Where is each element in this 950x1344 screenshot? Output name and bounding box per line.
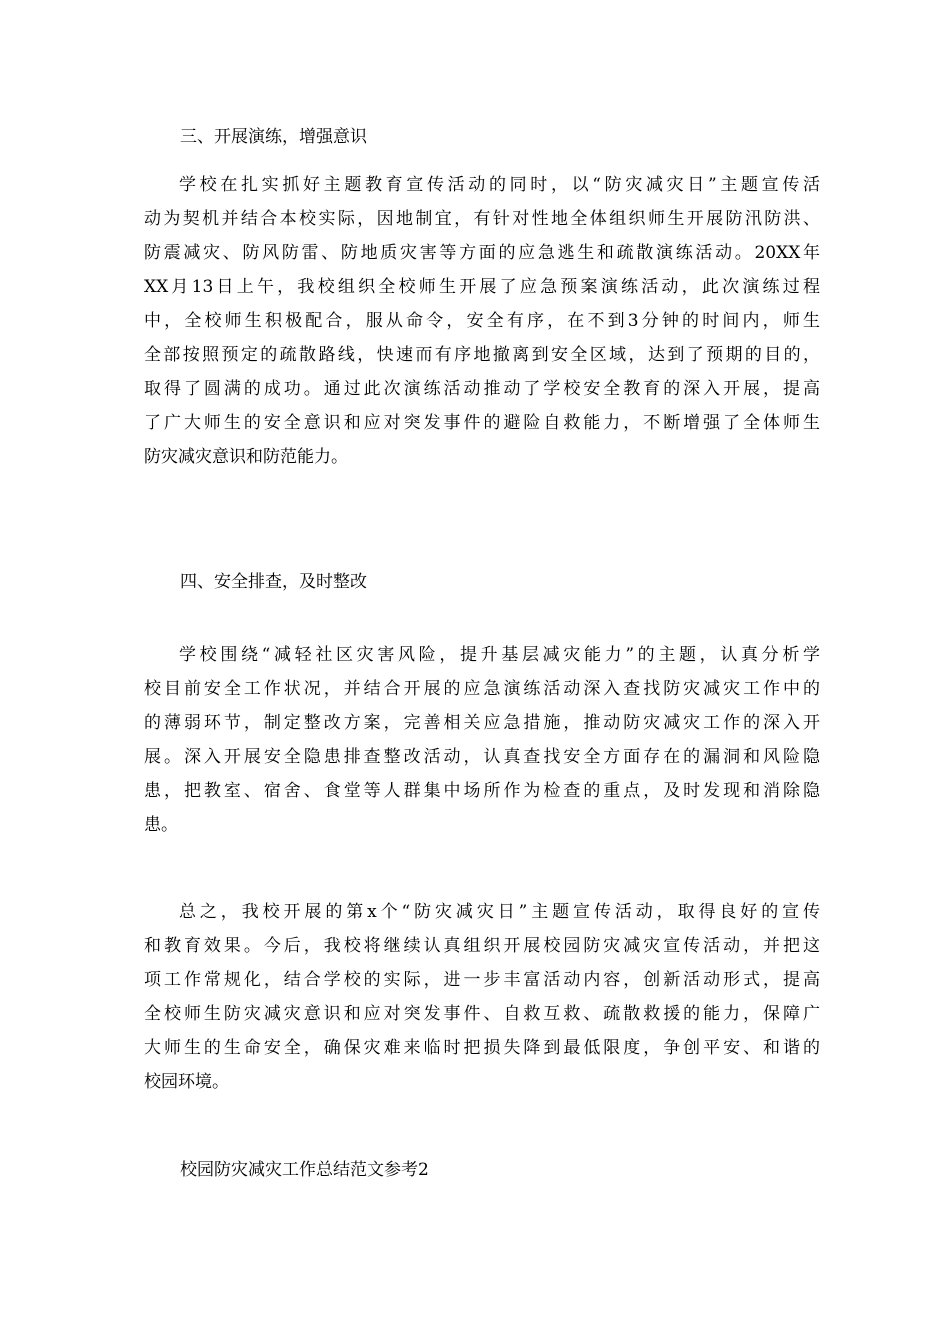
paragraph-summary: [144, 895, 820, 1099]
paragraph-line: 全部按照预定的疏散路线，快速而有序地撤离到安全区域，达到了预期的目的，: [144, 345, 820, 365]
paragraph-line: 展。深入开展安全隐患排查整改活动，认真查找安全方面存在的漏洞和风险隐: [144, 747, 820, 767]
paragraph-line: 防灾减灾意识和防范能力。: [144, 447, 348, 467]
paragraph-line: 项工作常规化，结合学校的实际，进一步丰富活动内容，创新活动形式，提高: [144, 970, 820, 990]
paragraph-line: 学校在扎实抓好主题教育宣传活动的同时，以“防灾减灾日”主题宣传活: [179, 175, 820, 195]
paragraph-line: 动为契机并结合本校实际，因地制宜，有针对性地全体组织师生开展防汛防洪、: [144, 209, 820, 229]
paragraph-line: 了广大师生的安全意识和应对突发事件的避险自救能力，不断增强了全体师生: [144, 413, 820, 433]
paragraph-body: [144, 168, 820, 474]
paragraph-line: 防震减灾、防风防雷、防地质灾害等方面的应急逃生和疏散演练活动。20XX年: [144, 243, 820, 263]
paragraph-line: 大师生的生命安全，确保灾难来临时把损失降到最低限度，争创平安、和谐的: [144, 1038, 820, 1058]
paragraph-line: 学校围绕“减轻社区灾害风险，提升基层减灾能力”的主题，认真分析学: [179, 645, 820, 665]
paragraph-line: 的薄弱环节，制定整改方案，完善相关应急措施，推动防灾减灾工作的深入开: [144, 713, 820, 733]
paragraph-line: 和教育效果。今后，我校将继续认真组织开展校园防灾减灾宣传活动，并把这: [144, 936, 820, 956]
section-heading-3: [144, 120, 820, 154]
section-heading-text: 校园防灾减灾工作总结范文参考2: [180, 1160, 429, 1180]
section-heading-text: 四、安全排查，及时整改: [180, 572, 367, 592]
paragraph-body: [144, 895, 820, 1099]
paragraph-line: 中，全校师生积极配合，服从命令，安全有序，在不到3分钟的时间内，师生: [144, 311, 820, 331]
paragraph-inspection: [144, 638, 820, 842]
next-article-title: [144, 1153, 820, 1187]
paragraph-body: [144, 638, 820, 842]
paragraph-line: 总之，我校开展的第x个“防灾减灾日”主题宣传活动，取得良好的宣传: [179, 902, 820, 922]
paragraph-line: XX月13日上午，我校组织全校师生开展了应急预案演练活动，此次演练过程: [144, 277, 820, 297]
paragraph-line: 全校师生防灾减灾意识和应对突发事件、自救互救、疏散救援的能力，保障广: [144, 1004, 820, 1024]
section-heading-text: 三、开展演练，增强意识: [180, 127, 367, 147]
paragraph-line: 校园环境。: [144, 1072, 229, 1092]
paragraph-drill: [144, 168, 820, 474]
paragraph-line: 校目前安全工作状况，并结合开展的应急演练活动深入查找防灾减灾工作中的: [144, 679, 820, 699]
paragraph-line: 患，把教室、宿舍、食堂等人群集中场所作为检查的重点，及时发现和消除隐: [144, 781, 820, 801]
section-heading-4: [144, 565, 820, 599]
paragraph-line: 患。: [144, 815, 178, 835]
paragraph-line: 取得了圆满的成功。通过此次演练活动推动了学校安全教育的深入开展，提高: [144, 379, 820, 399]
